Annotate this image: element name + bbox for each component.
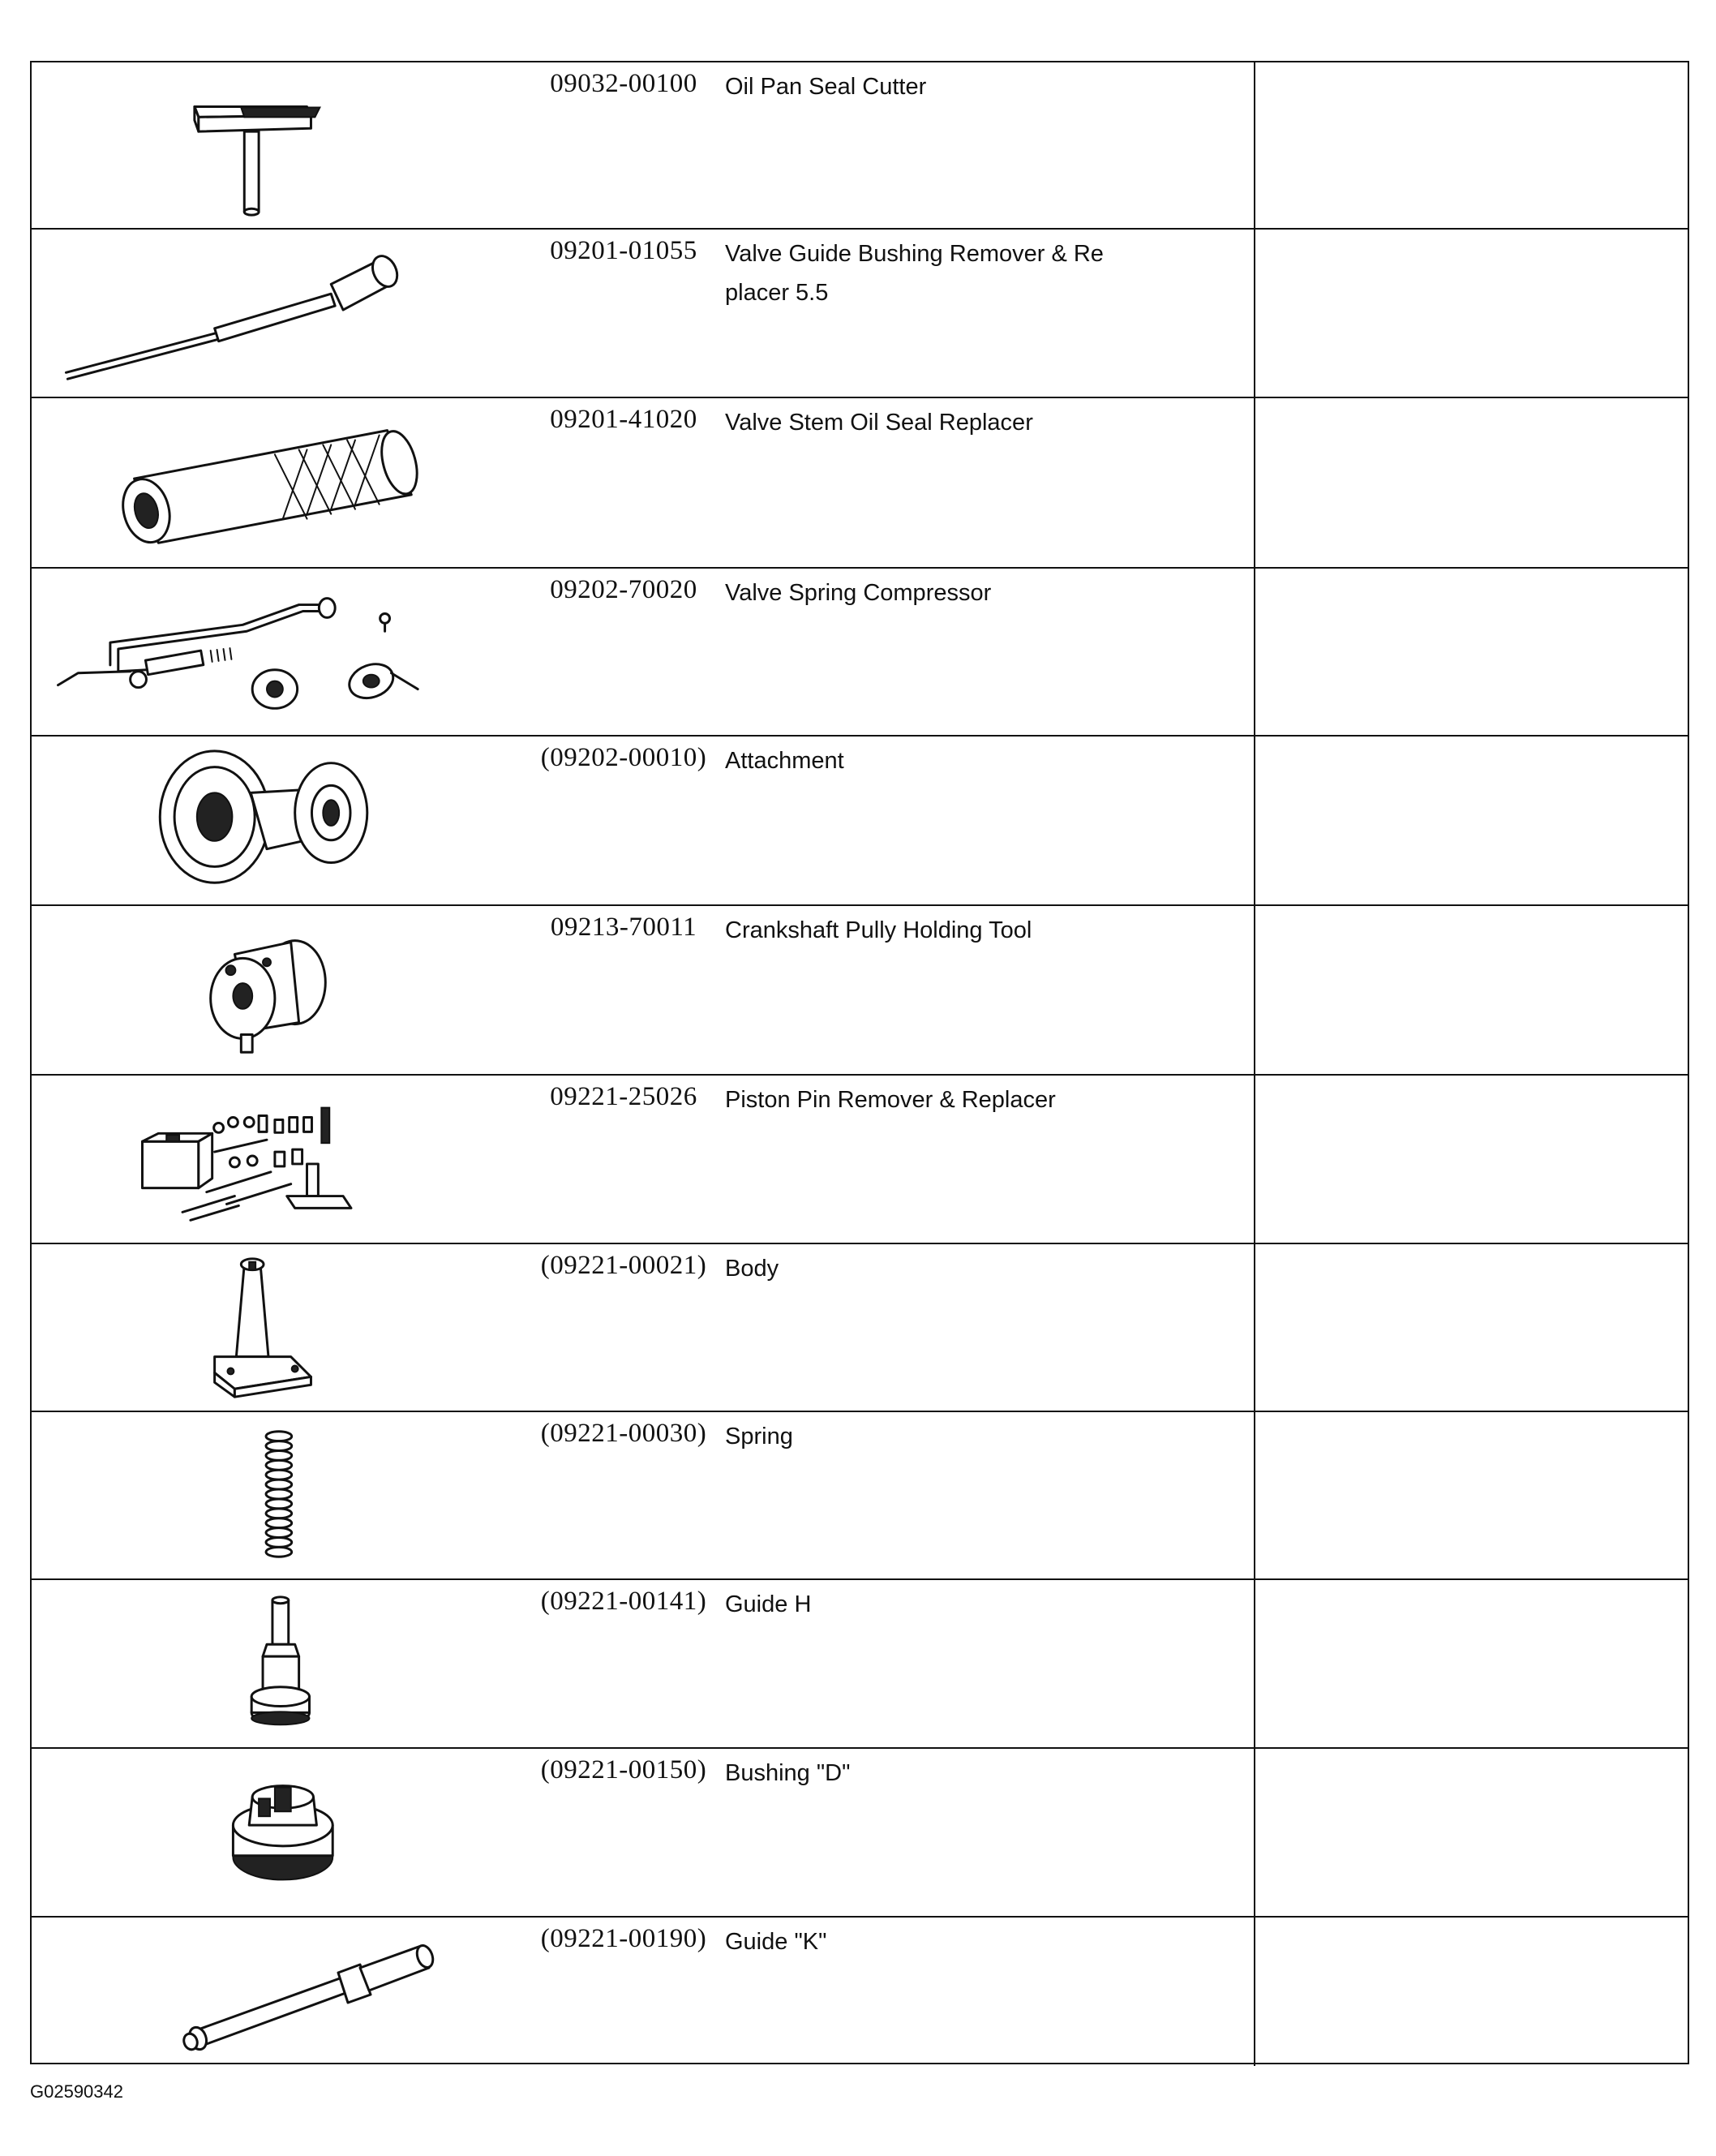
- column-divider: [1254, 1918, 1255, 2066]
- table-row: [32, 398, 1688, 569]
- part-number: 09032-00100: [550, 69, 697, 98]
- part-number: (09221-00190): [540, 1924, 707, 1953]
- special-tools-table: [30, 61, 1689, 2064]
- column-divider: [1254, 62, 1255, 228]
- part-number: (09221-00150): [540, 1755, 707, 1784]
- guide-bushing-remover-icon: [32, 230, 502, 397]
- table-row: [32, 230, 1688, 398]
- tool-description: Body: [725, 1256, 779, 1282]
- tool-description: Valve Guide Bushing Remover & Re placer 5.5: [725, 241, 1104, 306]
- tool-description: Oil Pan Seal Cutter: [725, 74, 927, 100]
- table-row: [32, 906, 1688, 1076]
- part-number: (09221-00021): [540, 1251, 707, 1280]
- piston-pin-kit-icon: [32, 1076, 502, 1243]
- part-number: 09201-41020: [550, 405, 697, 434]
- tool-description: Attachment: [725, 748, 844, 774]
- column-divider: [1254, 1076, 1255, 1243]
- table-row: [32, 1580, 1688, 1749]
- part-number: 09202-70020: [550, 575, 697, 604]
- column-divider: [1254, 1412, 1255, 1578]
- column-divider: [1254, 230, 1255, 397]
- body-icon: [32, 1244, 502, 1411]
- column-divider: [1254, 1580, 1255, 1747]
- table-row: [32, 1918, 1688, 2066]
- spring-compressor-icon: [32, 569, 502, 735]
- part-number: (09202-00010): [540, 743, 707, 772]
- tool-description: Valve Stem Oil Seal Replacer: [725, 410, 1033, 436]
- tool-description: Guide H: [725, 1591, 812, 1617]
- tool-description: Crankshaft Pully Holding Tool: [725, 917, 1032, 943]
- column-divider: [1254, 737, 1255, 904]
- guide-k-icon: [32, 1918, 502, 2066]
- guide-h-icon: [32, 1580, 502, 1747]
- spring-icon: [32, 1412, 502, 1578]
- column-divider: [1254, 906, 1255, 1074]
- tool-description: Bushing "D": [725, 1760, 851, 1786]
- tool-description: Spring: [725, 1424, 793, 1450]
- attachment-icon: [32, 737, 502, 904]
- table-row: [32, 1749, 1688, 1918]
- table-row: [32, 1412, 1688, 1580]
- part-number: 09201-01055: [550, 236, 697, 265]
- table-row: [32, 737, 1688, 906]
- table-row: [32, 1076, 1688, 1244]
- table-row: [32, 569, 1688, 737]
- table-row: [32, 1244, 1688, 1412]
- part-number: (09221-00030): [540, 1419, 707, 1448]
- oil-seal-replacer-icon: [32, 398, 502, 567]
- pulley-holding-tool-icon: [32, 906, 502, 1074]
- column-divider: [1254, 569, 1255, 735]
- column-divider: [1254, 1244, 1255, 1411]
- part-number: 09221-25026: [550, 1082, 697, 1111]
- column-divider: [1254, 1749, 1255, 1916]
- bushing-d-icon: [32, 1749, 502, 1916]
- figure-id: G02590342: [30, 2081, 123, 2102]
- tool-description: Piston Pin Remover & Replacer: [725, 1087, 1056, 1113]
- seal-cutter-icon: [32, 62, 502, 228]
- column-divider: [1254, 398, 1255, 567]
- part-number: (09221-00141): [540, 1587, 707, 1616]
- part-number: 09213-70011: [550, 913, 697, 942]
- tool-description: Guide "K": [725, 1929, 827, 1955]
- tool-description: Valve Spring Compressor: [725, 580, 992, 606]
- table-row: [32, 62, 1688, 230]
